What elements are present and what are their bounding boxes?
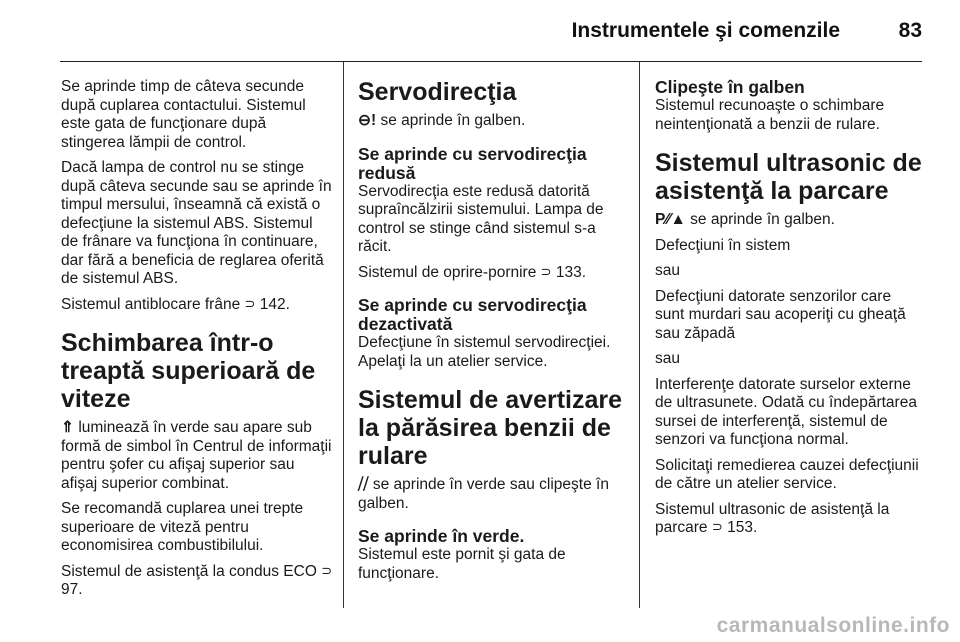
lane-departure-icon: ⧸⧸ bbox=[358, 476, 369, 493]
watermark: carmanualsonline.info bbox=[716, 614, 950, 637]
paragraph: sau bbox=[655, 350, 680, 367]
paragraph-text: se aprinde în galben. bbox=[690, 211, 835, 228]
paragraph: Solicitaţi remedierea cauzei defecţiunii de către un atelier service. bbox=[655, 456, 919, 492]
subsection-heading: Se aprinde cu servodirecţia dezactivată bbox=[358, 295, 587, 334]
paragraph: Defecţiuni datorate senzorilor care sunt murdari sau acoperiţi cu gheaţă sau zăpadă bbox=[655, 287, 906, 342]
paragraph-text: Sistemul de oprire-pornire bbox=[358, 263, 537, 281]
paragraph: Se recomandă cuplarea unei trepte superioare de viteză pentru economisirea combustibilului. bbox=[61, 500, 304, 554]
section-heading: Sistemul de avertizare la părăsirea benzii de rulare bbox=[358, 386, 623, 470]
subsection-heading: Se aprinde în verde. bbox=[358, 526, 525, 546]
parking-assist-icon: P⁄⁄▲ bbox=[655, 211, 686, 228]
column-1 bbox=[61, 78, 333, 607]
xref-arrow-icon: ⊃ bbox=[711, 519, 723, 534]
page-number: 83 bbox=[898, 19, 922, 42]
paragraph bbox=[358, 264, 630, 283]
paragraph bbox=[61, 296, 333, 315]
header-rule bbox=[60, 61, 922, 62]
page-reference[interactable]: 133. bbox=[555, 263, 587, 281]
paragraph bbox=[655, 501, 923, 538]
xref-arrow-icon: ⊃ bbox=[540, 263, 552, 279]
paragraph-text: Sistemul antiblocare frâne bbox=[61, 295, 241, 313]
upshift-arrow-icon: ⇑ bbox=[61, 419, 74, 436]
paragraph: Dacă lampa de control nu se stinge după câteva secunde sau se aprinde în timpul mersului, înseamnă că există o defecţiune la sistemul ABS. Sistemul de frânare va funcţiona în continuare, dar fără a beneficia de reglarea oferită de sistemul ABS. bbox=[61, 159, 332, 287]
subsection-heading: Se aprinde cu servodirecţia redusă bbox=[358, 143, 587, 183]
paragraph: Sistemul recunoaşte o schimbare neintenţionată a benzii de rulare. bbox=[655, 97, 885, 133]
paragraph-text: se aprinde în galben. bbox=[380, 112, 526, 129]
paragraph bbox=[358, 112, 630, 131]
subsection-heading: Clipeşte în galben bbox=[655, 77, 805, 97]
paragraph-text: Sistemul de asistenţă la condus ECO bbox=[61, 562, 317, 580]
paragraph bbox=[61, 419, 333, 493]
page-header-title: Instrumentele şi comenzile bbox=[571, 19, 840, 42]
column-divider-2 bbox=[639, 62, 640, 608]
paragraph-text: luminează în verde sau apare sub formă de simbol în Centrul de informaţii pentru şofer cu afişaj superior sau afişaj superior combinat. bbox=[61, 419, 332, 492]
column-divider-1 bbox=[343, 62, 344, 608]
page-reference[interactable]: 97. bbox=[61, 581, 83, 598]
section-heading: Schimbarea într-o treaptă superioară de viteze bbox=[61, 329, 316, 413]
paragraph bbox=[358, 476, 630, 513]
page-reference[interactable]: 153. bbox=[727, 519, 758, 536]
section-heading: Servodirecţia bbox=[358, 78, 517, 106]
section-heading: Sistemul ultrasonic de asistenţă la parcare bbox=[655, 149, 922, 205]
paragraph: Servodirecţia este redusă datorită supraîncălzirii sistemului. Lampa de control se stinge când sistemul s-a răcit. bbox=[358, 182, 604, 255]
paragraph: sau bbox=[655, 262, 680, 279]
paragraph-text: Sistemul ultrasonic de asistenţă la parcare bbox=[655, 500, 890, 536]
paragraph-text: se aprinde în verde sau clipeşte în galben. bbox=[358, 476, 609, 512]
page-reference[interactable]: 142. bbox=[259, 295, 290, 313]
paragraph: Sistemul este pornit şi gata de funcţionare. bbox=[358, 546, 566, 582]
column-2 bbox=[358, 78, 630, 590]
column-3 bbox=[655, 78, 923, 545]
paragraph: Se aprinde timp de câteva secunde după cuplarea contactului. Sistemul este gata de funcţionare după stingerea lămpii de control. bbox=[61, 78, 306, 151]
paragraph bbox=[61, 563, 333, 600]
xref-arrow-icon: ⊃ bbox=[321, 562, 333, 578]
power-steering-icon: ⊖! bbox=[358, 112, 377, 129]
paragraph: Interferenţe datorate surselor externe de ultrasunete. Odată cu îndepărtarea sursei de interferenţă, sistemul de senzori va funcţiona normal. bbox=[655, 375, 917, 448]
xref-arrow-icon: ⊃ bbox=[244, 295, 256, 311]
paragraph: Defecţiuni în sistem bbox=[655, 236, 791, 254]
paragraph bbox=[655, 211, 923, 230]
paragraph: Defecţiune în sistemul servodirecţiei. Apelaţi la un atelier service. bbox=[358, 334, 611, 370]
